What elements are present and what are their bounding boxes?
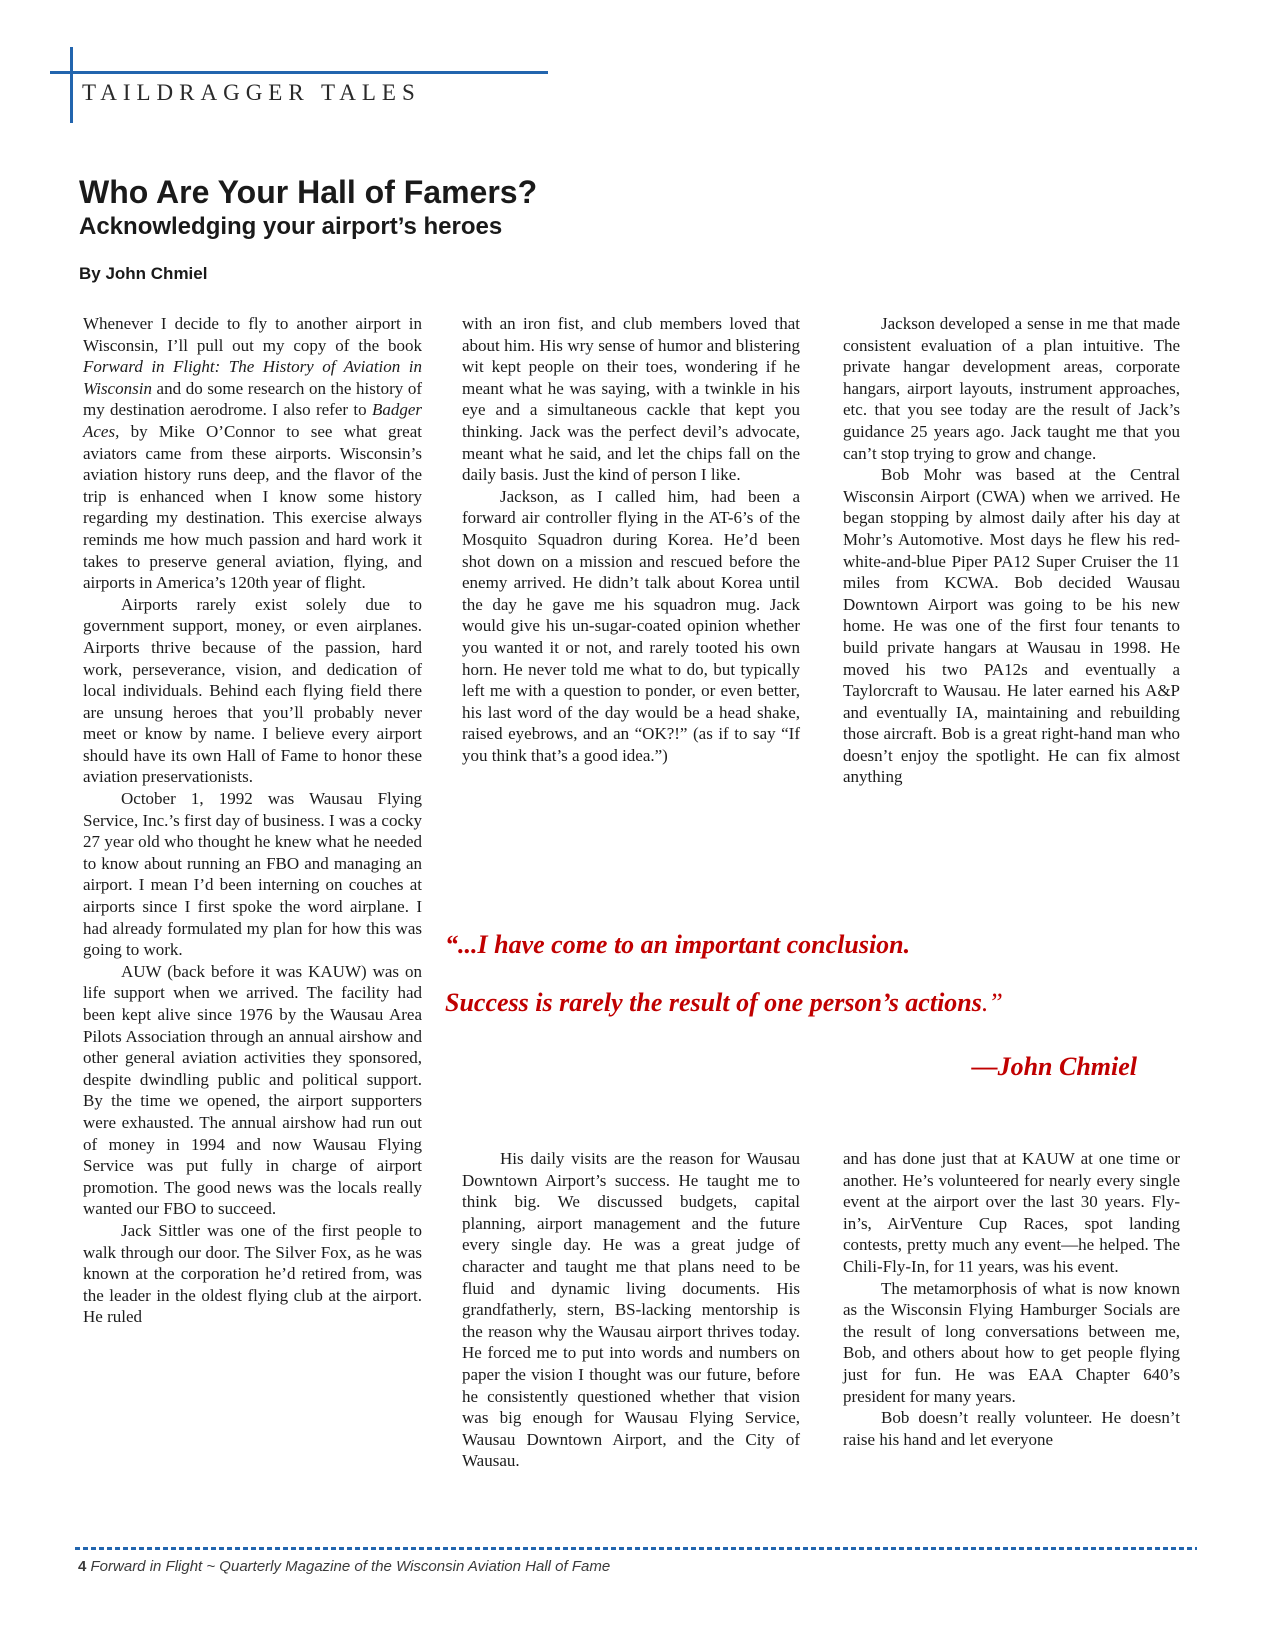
article-column-2-bottom [462,1148,800,1472]
pull-quote-line-2 [445,988,1137,1018]
article-column-3-bottom [843,1148,1180,1450]
article-column-1 [83,313,422,1328]
text-segment: Jack Sittler was one of the first people to walk through our door. The Silver Fox, as he was known at the corporation he’d retired from, was the leader in the oldest flying club at the airport. He ruled [83,1220,422,1327]
paragraph [83,788,422,961]
paragraph [843,313,1180,464]
article-column-3-top [843,313,1180,788]
section-masthead: TAILDRAGGER TALES [82,80,421,105]
text-segment: by Mike O’Connor to see what great aviators came from these airports. Wisconsin’s aviation history runs deep, and the flavor of the trip is enhanced when I know some history regarding my destination. This exercise always reminds me how much passion and hard work it takes to preserve general aviation, flying, and airports in America’s 120th year of flight. [83,421,422,593]
paragraph [462,1148,800,1472]
paragraph [843,1278,1180,1408]
text-segment: and do some research on the history of my destination aerodrome. I also refer to [83,378,422,420]
text-segment: with an iron fist, and club members loved that about him. His wry sense of humor and blistering wit kept people on their toes, wondering if he meant what he was saying, with a twinkle in his eye and a simultaneous cackle that kept you thinking. Jack was the perfect devil’s advocate, meant what he said, and let the chips fall on the daily basis. Just the kind of person I like. [462,314,800,485]
text-segment: Success is rarely the result of one person’s actions [445,988,982,1017]
paragraph [843,1407,1180,1450]
book-title: Forward in Flight: The History of Aviation in Wisconsin [83,357,422,398]
paragraph [462,486,800,767]
footer-page-number: 4 [78,1558,87,1575]
text-segment: October 1, 1992 was Wausau Flying Service, Inc.’s first day of business. I was a cocky 27 year old who thought he knew what he needed to know about running an FBO and managing an airport. I mean I’d been interning on couches at airports since I first spoke the word airplane. I had already formulated my plan for how this was going to work. [83,789,422,960]
paragraph [83,594,422,788]
footer-dashed-rule [75,1547,1197,1550]
text-segment: .” [981,988,1003,1017]
masthead-rule-horizontal [50,71,548,74]
pull-quote-attribution: —John Chmiel [971,1052,1137,1081]
paragraph [843,464,1180,788]
text-segment: Bob doesn’t really volunteer. He doesn’t raise his hand and let everyone [843,1408,1180,1449]
book-title: Badger Aces, [83,400,422,441]
text-segment: His daily visits are the reason for Wausau Downtown Airport’s success. He taught me to think big. We discussed budgets, capital planning, airport management and the future every single day. He was a great judge of character and taught me that plans need to be fluid and dynamic living documents. His grandfatherly, stern, BS-lacking mentorship is the reason why the Wausau airport thrives today. He forced me to put into words and numbers on paper the vision I thought was our future, before he consistently questioned whether that vision was big enough for Wausau Flying Service, Wausau Downtown Airport, and the City of Wausau. [462,1149,800,1471]
footer [78,1558,610,1575]
article-subtitle: Acknowledging your airport’s heroes [79,213,503,240]
text-segment: and has done just that at KAUW at one time or another. He’s volunteered for nearly every single event at the airport over the last 30 years. Fly-in’s, AirVenture Cup Races, spot landing contests, pretty much any event—he helped. The Chili-Fly-In, for 11 years, was his event. [843,1149,1180,1276]
text-segment: “...I have come to an important conclusion. [445,930,911,959]
text-segment: AUW (back before it was KAUW) was on life support when we arrived. The facility had been kept alive since 1976 by the Wausau Area Pilots Association through an annual airshow and other general aviation activities they sponsored, despite dwindling public and political support. By the time we opened, the airport supporters were exhausted. The annual airshow had run out of money in 1994 and now Wausau Flying Service was put fully in charge of airport promotion. The good news was the locals really wanted our FBO to succeed. [83,961,422,1219]
article-title: Who Are Your Hall of Famers? [79,174,538,210]
text-segment: Jackson developed a sense in me that made consistent evaluation of a plan intuitive. The private hangar development areas, corporate hangars, airport layouts, instrument approaches, etc. that you see today are the result of Jack’s guidance 25 years ago. Jack taught me that you can’t stop trying to grow and change. [843,314,1180,463]
text-segment: Bob Mohr was based at the Central Wisconsin Airport (CWA) when we arrived. He began stopping by almost daily after his day at Mohr’s Automotive. Most days he flew his red-white-and-blue Piper PA12 Super Cruiser the 11 miles from KCWA. Bob decided Wausau Downtown Airport was going to be his new home. He was one of the first four tenants to build private hangars at Wausau in 1998. He moved his two PA12s and eventually a Taylorcraft to Wausau. He later earned his A&P and eventually IA, maintaining and rebuilding those aircraft. Bob is a great right-hand man who doesn’t enjoy the spotlight. He can fix almost anything [843,465,1180,787]
article-column-2-top [462,313,800,766]
paragraph [83,1220,422,1328]
paragraph [843,1148,1180,1278]
masthead-rule-vertical [70,47,73,123]
paragraph [462,313,800,486]
article-byline: By John Chmiel [79,264,208,283]
footer-magazine-title: Forward in Flight ~ Quarterly Magazine of the Wisconsin Aviation Hall of Fame [90,1558,611,1575]
paragraph [83,313,422,594]
text-segment: Airports rarely exist solely due to government support, money, or even airplanes. Airports thrive because of the passion, hard work, perseverance, vision, and dedication of local individuals. Behind each flying field there are unsung heroes that you’ll probably never meet or know by name. I believe every airport should have its own Hall of Fame to honor these aviation preservationists. [83,594,422,787]
pull-quote-line-1 [445,930,1137,960]
paragraph [83,961,422,1220]
text-segment: The metamorphosis of what is now known as the Wisconsin Flying Hamburger Socials are the result of long conversations between me, Bob, and others about how to get people flying just for fun. He was EAA Chapter 640’s president for many years. [843,1278,1180,1406]
text-segment: Jackson, as I called him, had been a forward air controller flying in the AT-6’s of the Mosquito Squadron during Korea. He’d been shot down on a mission and rescued before the enemy arrived. He didn’t talk about Korea until the day he gave me his squadron mug. Jack would give his un-sugar-coated opinion whether you wanted it or not, and rarely tooted his own horn. He never told me what to do, but typically left me with a question to ponder, or even better, his last word of the day would be a head shake, raised eyebrows, and an “OK?!” (as if to say “If you think that’s a good idea.”) [462,486,800,765]
pull-quote [445,930,1137,1082]
text-segment: Whenever I decide to fly to another airport in Wisconsin, I’ll pull out my copy of the book [83,314,422,355]
